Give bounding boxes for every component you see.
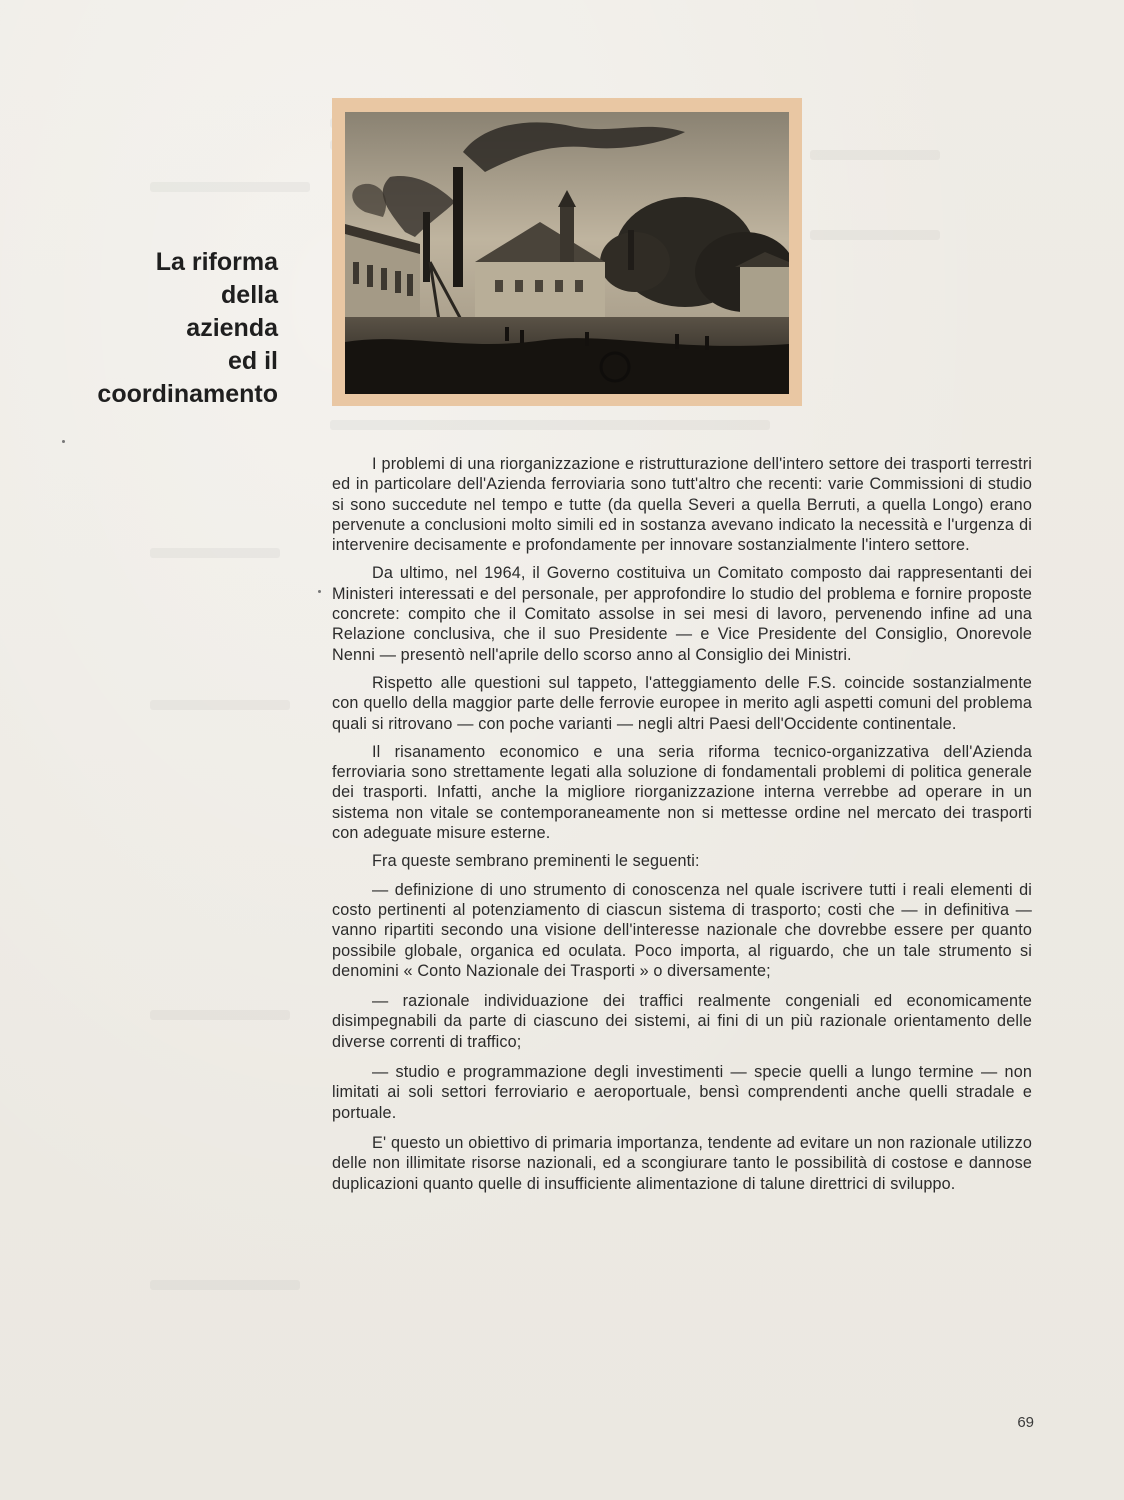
heading-line: coordinamento [97,380,278,408]
heading-line: La riforma [155,248,278,276]
paragraph: Il risanamento economico e una seria riforma tecnico-organizzativa dell'Azienda ferroviaria sono strettamente legati alla soluzione di fondamentali problemi di politica generale dei trasporti. Infatti, anche la migliore riorganizzazione interna verrebbe ad operare in un sistema non vitale se contemporaneamente non si mettesse ordine nel mercato dei trasporti con adeguate misure esterne. [332,742,1032,843]
show-through-line [150,182,310,192]
closing-paragraph: E' questo un obiettivo di primaria importanza, tendente ad evitare un non razionale utilizzo delle non illimitate risorse nazionali, ed a scongiurare tanto le possibilità di costose e dannose duplicazioni quanto quelle di insufficiente alimentazione di talune direttrici di sviluppo. [332,1133,1032,1193]
show-through-line [150,1280,300,1290]
illustration-frame [332,98,802,406]
paragraph: I problemi di una riorganizzazione e ristrutturazione dell'intero settore dei trasporti terrestri ed in particolare dell'Azienda ferroviaria sono tutt'altro che recenti: varie Commissioni di studio si sono succedute nel tempo e tutte (da quella Severi a quella Berruti, a quella Longo) erano pervenute a conclusioni molto simili ed in sostanza avevano indicato la necessità e l'urgenza di intervenire decisamente e profondamente per innovare sostanzialmente l'intero settore. [332,455,1032,555]
factory-engraving-image [345,112,789,394]
show-through-line [810,230,940,240]
paper-speck [62,440,65,443]
paragraph: Fra queste sembrano preminenti le seguenti: [372,852,700,871]
article-body [332,454,1032,1202]
show-through-line [150,700,290,710]
paper-speck [318,590,321,593]
heading-line: azienda [186,314,278,342]
show-through-line [150,1010,290,1020]
section-heading [60,246,278,411]
heading-line: della [221,281,278,309]
list-item: — definizione di uno strumento di conoscenza nel quale iscrivere tutti i reali elementi di costo pertinenti al potenziamento di ciascun sistema di trasporto; costi che — in definitiva — vanno ripartiti secondo una visione dell'interesse nazionale che dovrebbe essere per quanto possibile globale, organica ed oculata. Poco importa, al riguardo, che un tale strumento si denomini « Conto Nazionale dei Trasporti » o diversamente; [332,880,1032,980]
factory-illustration [345,112,789,394]
show-through-line [810,150,940,160]
paragraph: Da ultimo, nel 1964, il Governo costituiva un Comitato composto dai rappresentanti dei Ministeri interessati e del personale, per approfondire lo studio del problema e fornire proposte concrete: compito che il Comitato assolse in sei mesi di lavoro, pervenendo infine ad una Relazione conclusiva, che il suo Presidente — e Vice Presidente del Consiglio, Onorevole Nenni — presentò nell'aprile dello scorso anno al Consiglio dei Ministri. [332,564,1032,664]
show-through-line [330,420,770,430]
list-item: — studio e programmazione degli investimenti — specie quelli a lungo termine — non limitati ai soli settori ferroviario e aeroportuale, bensì comprendenti anche quelli stradale e portuale. [332,1063,1032,1122]
page-number: 69 [1017,1414,1034,1431]
paragraph: Rispetto alle questioni sul tappeto, l'atteggiamento delle F.S. coincide sostanzialmente con quello della maggior parte delle ferrovie europee in merito agli aspetti comuni del problema quali si ritrovano — con poche varianti — negli altri Paesi dell'Occidente continentale. [332,673,1032,733]
show-through-line [150,548,280,558]
list-item: — razionale individuazione dei traffici realmente congeniali ed economicamente disimpegnabili da parte di ciascuno dei sistemi, ai fini di un più razionale orientamento delle diverse correnti di traffico; [332,992,1032,1051]
heading-line: ed il [227,347,278,375]
